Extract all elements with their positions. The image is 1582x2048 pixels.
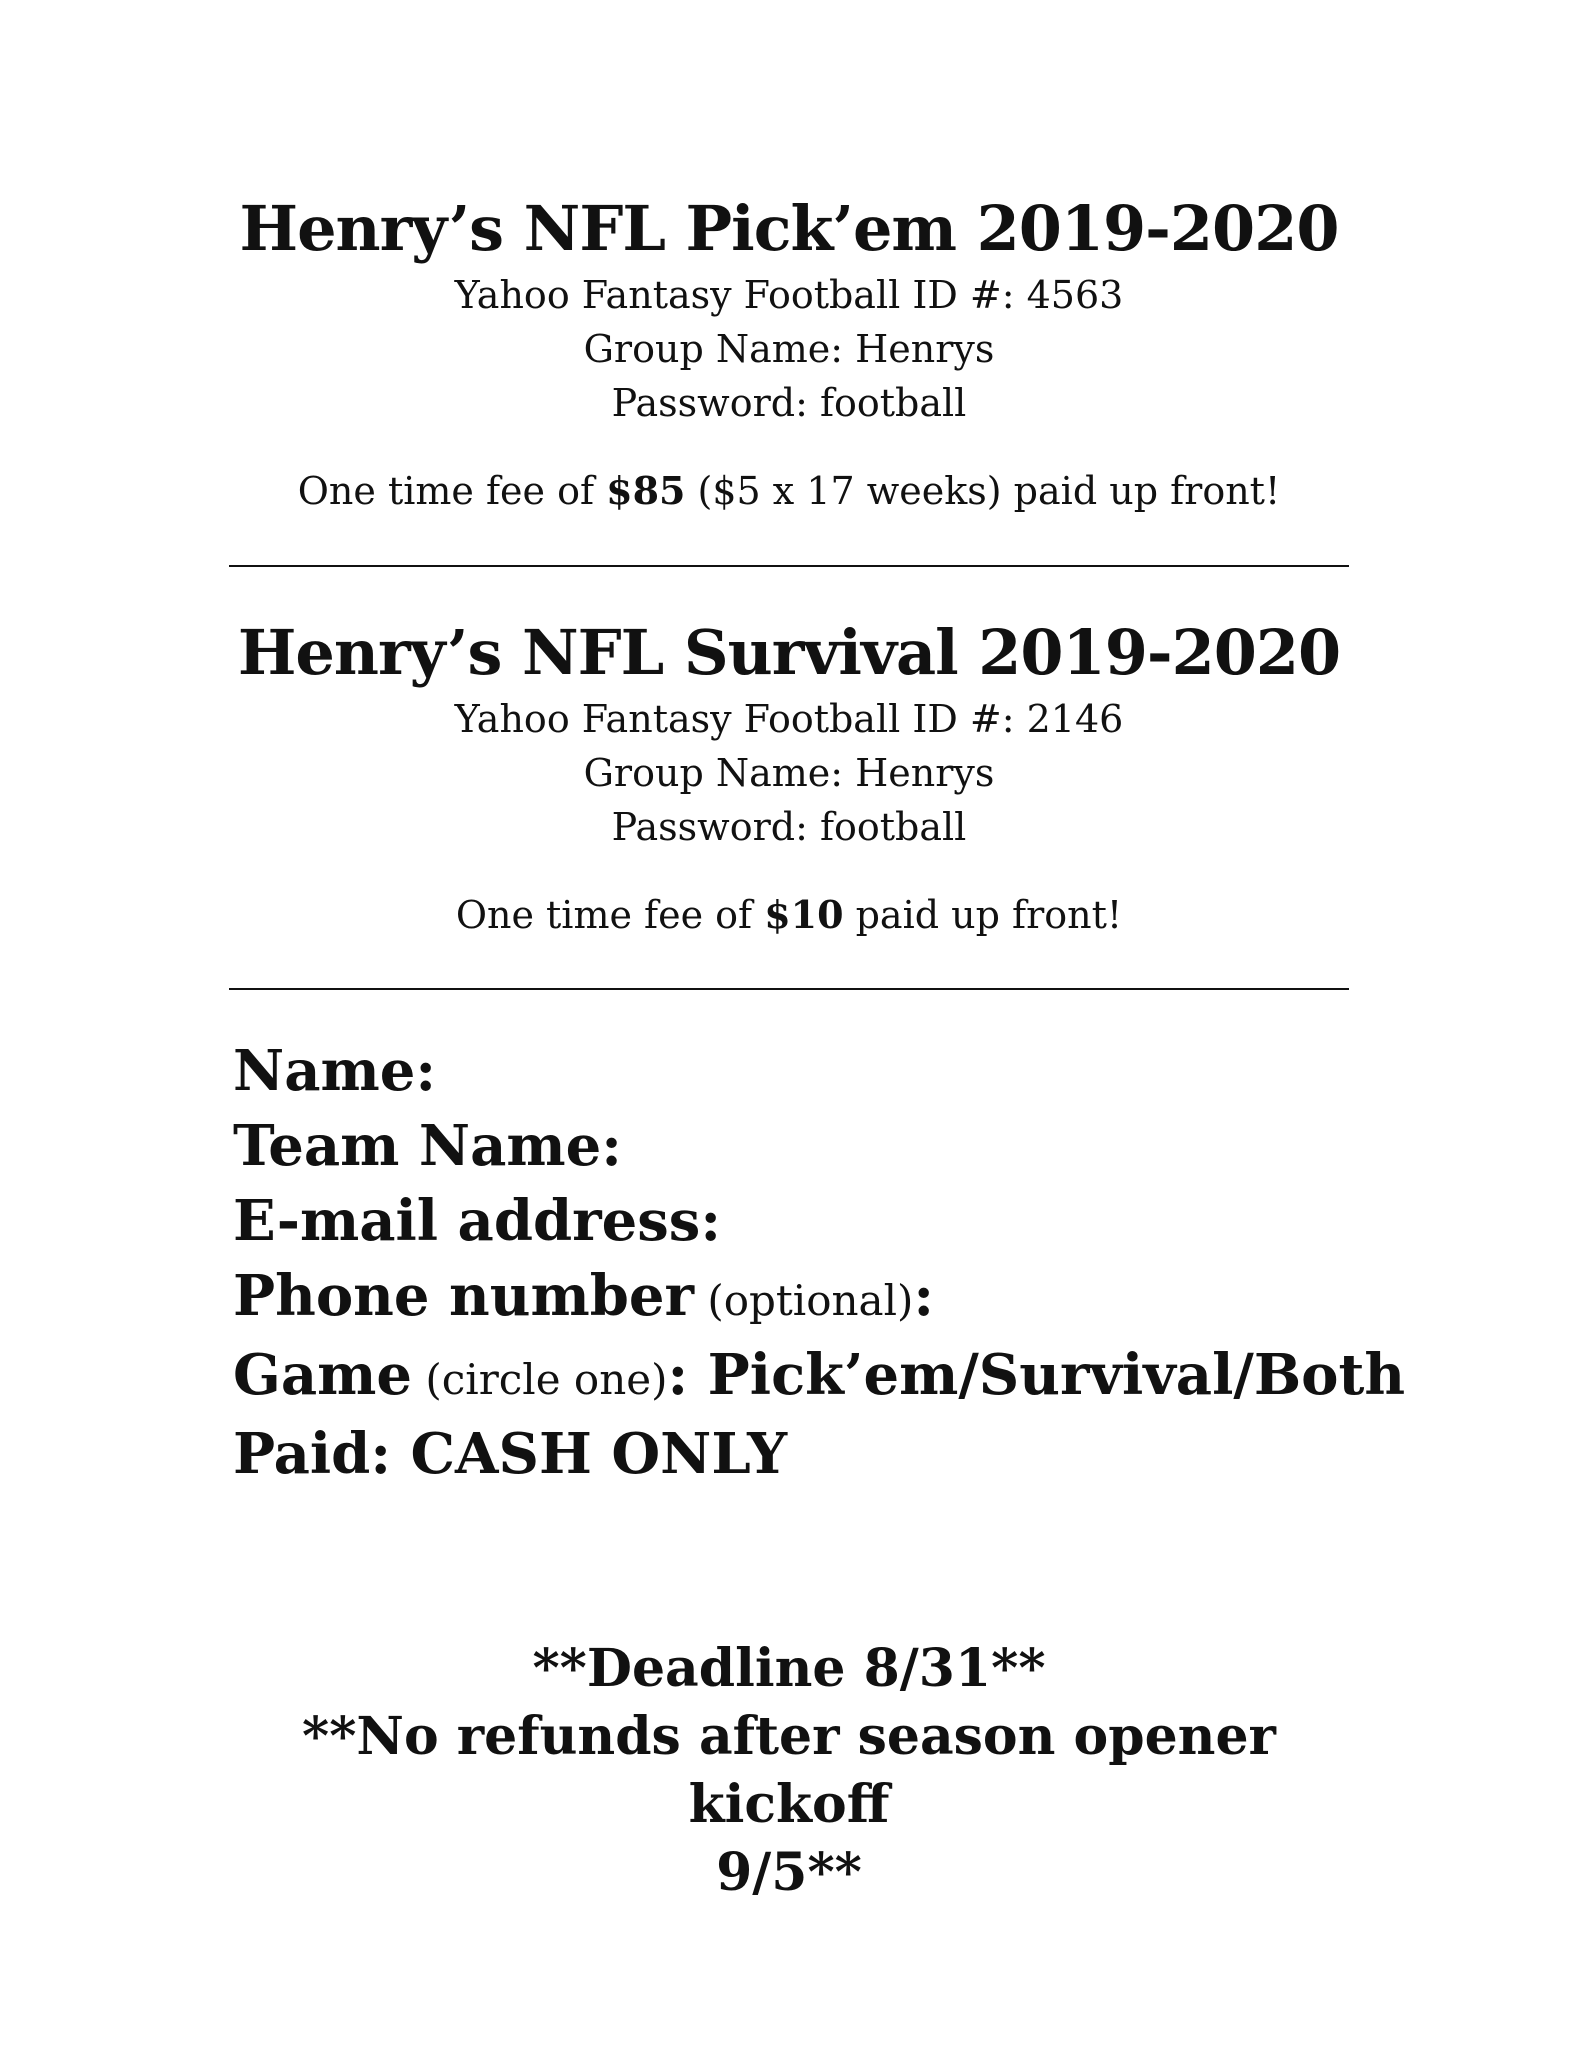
phone-label: Phone number — [233, 1263, 694, 1329]
refund-note-line2: 9/5** — [716, 1842, 862, 1903]
survival-id-line: Yahoo Fantasy Football ID #: 2146 — [454, 697, 1124, 741]
game-options: : Pick’em/Survival/Both — [667, 1342, 1406, 1408]
game-field-label — [233, 1338, 1406, 1417]
pickem-fee-line — [229, 464, 1349, 518]
pickem-fee-prefix: One time fee of — [297, 469, 607, 513]
deadline-note: **Deadline 8/31** — [532, 1638, 1046, 1699]
survival-group-line: Group Name: Henrys — [583, 751, 995, 795]
phone-optional-note: (optional) — [694, 1276, 914, 1325]
pickem-group-line: Group Name: Henrys — [583, 327, 995, 371]
footer-notes — [229, 1635, 1349, 1907]
game-label: Game — [233, 1342, 412, 1408]
survival-section — [229, 614, 1349, 942]
survival-fee-line — [229, 888, 1349, 942]
game-circle-note: (circle one) — [412, 1355, 668, 1404]
email-field-label: E-mail address: — [233, 1188, 722, 1254]
pickem-section — [229, 190, 1349, 518]
survival-password-line: Password: football — [611, 805, 967, 849]
phone-field-label — [233, 1259, 1383, 1338]
survival-fee-prefix: One time fee of — [455, 893, 765, 937]
team-name-field-label: Team Name: — [233, 1113, 622, 1179]
paid-field-label: Paid: CASH ONLY — [233, 1421, 788, 1487]
survival-fee-amount: $10 — [764, 892, 844, 937]
pickem-fee-suffix: ($5 x 17 weeks) paid up front! — [685, 469, 1281, 513]
signup-form — [233, 1034, 1406, 1492]
name-field-label: Name: — [233, 1038, 437, 1104]
divider-2 — [229, 988, 1349, 990]
phone-colon: : — [913, 1263, 935, 1329]
pickem-fee-amount: $85 — [606, 468, 686, 513]
survival-title: Henry’s NFL Survival 2019-2020 — [237, 616, 1341, 689]
pickem-title: Henry’s NFL Pick’em 2019-2020 — [239, 192, 1339, 265]
survival-fee-suffix: paid up front! — [843, 893, 1123, 937]
divider-1 — [229, 565, 1349, 567]
pickem-password-line: Password: football — [611, 381, 967, 425]
pickem-id-line: Yahoo Fantasy Football ID #: 4563 — [454, 273, 1124, 317]
refund-note-line1: **No refunds after season opener kickoff — [302, 1706, 1276, 1835]
